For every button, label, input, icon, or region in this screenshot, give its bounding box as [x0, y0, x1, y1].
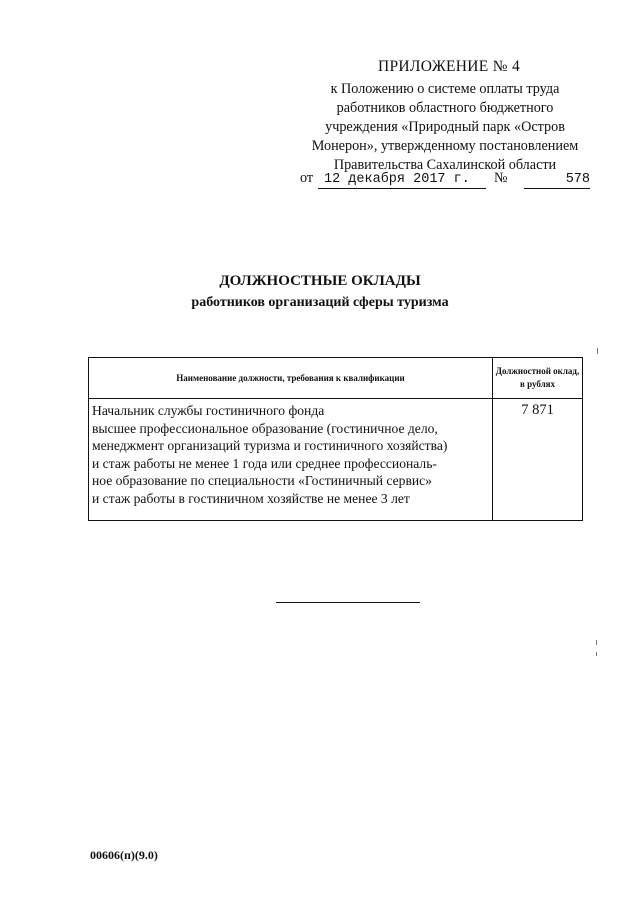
- appendix-line: Монерон», утвержденному постановлением: [311, 138, 579, 154]
- document-code: 00606(п)(9.0): [90, 848, 158, 862]
- header-salary: [493, 358, 583, 399]
- scan-mark: [596, 640, 597, 645]
- appendix-line: учреждения «Природный парк «Остров: [325, 119, 565, 135]
- description-line: и стаж работы в гостиничном хозяйстве не менее 3 лет: [92, 490, 410, 506]
- scan-mark: [596, 652, 597, 656]
- table-header-row: [89, 358, 583, 399]
- description-line: менеджмент организаций туризма и гостиничного хозяйства): [92, 438, 448, 453]
- description-line: ное образование по специальности «Гостиничный сервис»: [92, 473, 432, 488]
- decree-date: 12 декабря 2017 г.: [318, 172, 486, 189]
- table-row: [89, 399, 583, 521]
- salary-value: 7 871: [493, 399, 583, 521]
- scan-mark: [597, 348, 598, 354]
- description-line: и стаж работы не менее 1 года или среднее профессиональ-: [92, 455, 437, 471]
- header-position: Наименование должности, требования к квалификации: [89, 358, 493, 399]
- decree-date-line: [300, 170, 600, 192]
- header-salary-line: в рублях: [519, 379, 556, 389]
- closing-divider: [276, 602, 420, 603]
- description-line: высшее профессиональное образование (гостиничное дело,: [92, 420, 438, 436]
- header-salary-line: Должностной оклад,: [495, 366, 580, 376]
- appendix-line: работников областного бюджетного: [336, 100, 554, 116]
- number-prefix: №: [494, 170, 508, 186]
- appendix-line: к Положению о системе оплаты труда: [330, 81, 560, 97]
- date-prefix: от: [300, 170, 314, 186]
- position-description: [89, 399, 493, 521]
- salary-table: [88, 357, 583, 521]
- appendix-line: Правительства Сахалинской области: [333, 157, 557, 173]
- appendix-title: ПРИЛОЖЕНИЕ № 4: [378, 58, 521, 75]
- document-subtitle: работников организаций сферы туризма: [191, 295, 449, 310]
- decree-number: 578: [524, 172, 590, 189]
- appendix-reference: [300, 80, 590, 175]
- document-title: ДОЛЖНОСТНЫЕ ОКЛАДЫ: [219, 273, 421, 289]
- description-line: Начальник службы гостиничного фонда: [92, 403, 325, 418]
